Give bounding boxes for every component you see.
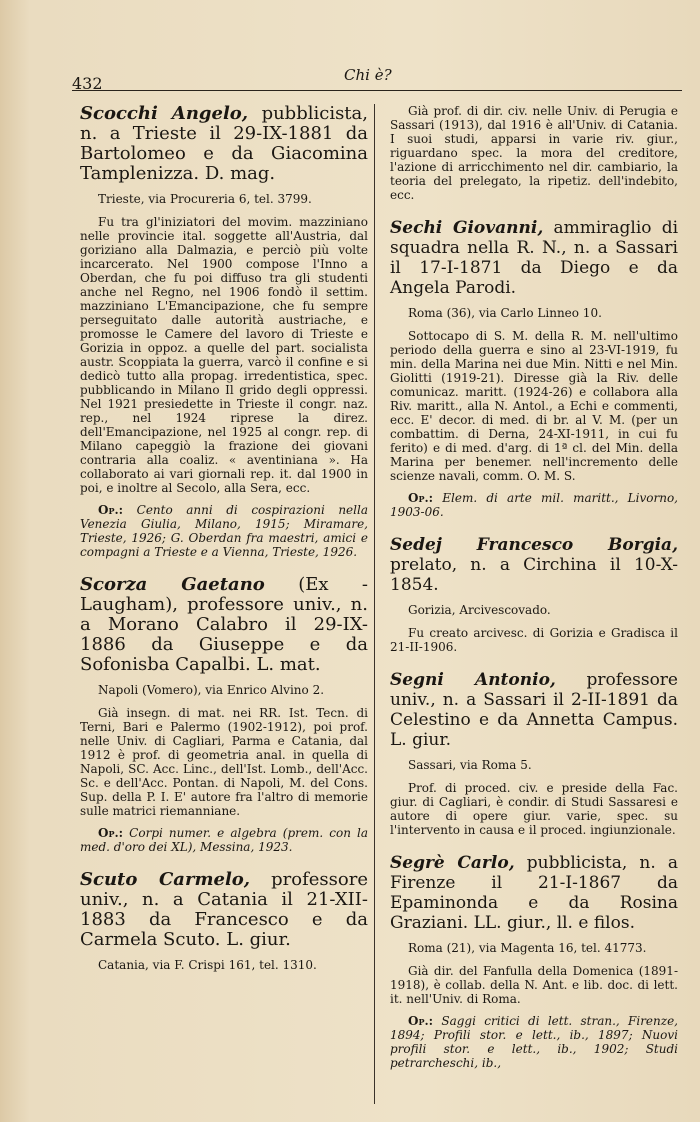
entry-works xyxy=(390,1014,678,1070)
entry-headline: prelato, n. a Circhina il 10-X-1854. xyxy=(390,555,678,595)
running-title: Chi è? xyxy=(344,66,392,84)
entry-address: Roma (36), via Carlo Linneo 10. xyxy=(408,306,602,320)
entry-heading xyxy=(80,575,368,675)
entry-works xyxy=(80,826,368,854)
entry-headline: pubblicista, n. a Trieste il 29-IX-1881 da Bartolomeo e da Giacomina Tamplenizza. D. mag. xyxy=(80,103,368,184)
entry-heading xyxy=(390,853,678,933)
column-divider xyxy=(374,104,375,1104)
entry-heading xyxy=(390,535,678,595)
entry-name: Scorza Gaetano xyxy=(80,574,265,595)
entry-body: Già dir. del Fanfulla della Domenica (1891-1918), è collab. della N. Ant. e lib. doc. di lett. it. nell'Univ. di Roma. xyxy=(390,964,678,1006)
entry-headline: pubblicista, n. a Firenze il 21-I-1867 da Epaminonda e da Rosina Graziani. LL. giur., ll. e filos. xyxy=(390,853,678,933)
entry-address: Napoli (Vomero), via Enrico Alvino 2. xyxy=(98,683,325,697)
entry-headline: professore univ., n. a Sassari il 2-II-1891 da Celestino e da Annetta Campus. L. giur. xyxy=(390,670,678,750)
entry-headline: (Ex - Laugham), professore univ., n. a Morano Calabro il 29-IX-1886 da Giuseppe e da Sofonisba Capalbi. L. mat. xyxy=(80,574,368,675)
entry-works xyxy=(390,491,678,519)
entry-address: Roma (21), via Magenta 16, tel. 41773. xyxy=(408,941,647,955)
biography-entry xyxy=(390,670,678,837)
page-header xyxy=(72,64,682,91)
entry-works xyxy=(80,503,368,559)
entry-name: Sechi Giovanni, xyxy=(390,218,544,238)
biography-entry xyxy=(390,218,678,519)
biography-entry xyxy=(80,870,368,973)
right-column xyxy=(390,104,678,1086)
entry-body: Già insegn. di mat. nei RR. Ist. Tecn. di Terni, Bari e Palermo (1902-1912), poi prof. nelle Univ. di Cagliari, Parma e Catania, dal 1912 è prof. di geometria anal. in quella di Napoli, SC. Acc. Linc., dell'Ist. Lomb., dell'Acc. Sc. e dell'Acc. Pontan. di Napoli, M. del Cons. Sup. della P. I. E' autore fra l'altro di memorie sulle matrici riemanniane. xyxy=(80,706,368,818)
left-column xyxy=(80,104,368,989)
entry-address: Trieste, via Procureria 6, tel. 3799. xyxy=(98,192,312,206)
entry-headline: ammiraglio di squadra nella R. N., n. a Sassari il 17-I-1871 da Diego e da Angela Parodi. xyxy=(390,218,679,298)
entry-name: Segrè Carlo, xyxy=(390,853,515,873)
entry-body: Prof. di proced. civ. e preside della Fac. giur. di Cagliari, è condir. di Studi Sassaresi e autore di opere giur. varie, spec. su l'intervento in causa e il proced. ingiunzionale. xyxy=(390,781,678,837)
biography-entry xyxy=(390,104,678,202)
entry-address: Catania, via F. Crispi 161, tel. 1310. xyxy=(98,958,317,972)
biography-entry xyxy=(390,853,678,1070)
entry-name: Segni Antonio, xyxy=(390,670,556,690)
biography-entry xyxy=(80,104,368,559)
page-number: 432 xyxy=(72,74,103,93)
entry-heading xyxy=(80,104,368,184)
works-list: Cento anni di cospirazioni nella Venezia Giulia, Milano, 1915; Miramare, Trieste, 1926; G. Oberdan fra maestri, amici e compagni a Trieste e a Vienna, Trieste, 1926. xyxy=(80,503,368,559)
works-list: Saggi critici di lett. stran., Firenze, 1894; Profili stor. e lett., ib., 1897; Nuovi profili stor. e lett., ib., 1902; Studi petrarcheschi, ib., xyxy=(390,1014,678,1070)
entry-body: Sottocapo di S. M. della R. M. nell'ultimo periodo della guerra e sino al 23-VI-1919, fu min. della Marina nei due Min. Nitti e nel Min. Giolitti (1919-21). Diresse già la Riv. delle comunicaz. maritt. (1924-26) e collabora alla Riv. maritt., alla N. Antol., a Echi e commenti, ecc. E' decor. di med. di br. al V. M. (per un combattim. di Derna, 24-XI-1911, in cui fu ferito) e di med. d'arg. di 1ª cl. del Min. della Marina per benemer. nell'incremento delle scienze navali, comm. O. M. S. xyxy=(390,329,678,483)
biography-entry xyxy=(80,575,368,854)
works-list: Elem. di arte mil. maritt., Livorno, 1903-06. xyxy=(390,491,678,519)
biography-entry xyxy=(390,535,678,654)
entry-heading xyxy=(390,218,678,298)
entry-heading xyxy=(80,870,368,950)
entry-body: Fu tra gl'iniziatori del movim. mazziniano nelle provincie ital. soggette all'Austria, dal goriziano alla Dalmazia, e perciò più volte incarcerato. Nel 1900 compose l'Inno a Oberdan, che fu poi diffuso tra gli studenti anche nel Regno, nel 1906 fondò il settim. mazziniano L'Emancipazione, che fu sempre perseguitato dalle autorità austriache, e promosse le Camere del lavoro di Trieste e Gorizia in oppoz. a quelle del part. socialista austr. Scoppiata la guerra, varcò il confine e si dedicò tutto alla propag. irredentistica, spec. pubblicando in Milano Il grido degli oppressi. Nel 1921 presiedette in Trieste il congr. naz. rep., nel 1924 riprese la direz. dell'Emancipazione, nel 1925 al congr. rep. di Milano capeggiò la frazione dei giovani contraria alla coaliz. « aventiniana ». Ha collaborato ai vari giornali rep. it. dal 1900 in poi, e inoltre al Secolo, alla Sera, ecc. xyxy=(80,215,368,495)
entry-address: Gorizia, Arcivescovado. xyxy=(408,603,551,617)
entry-headline: professore univ., n. a Catania il 21-XII-1883 da Francesco e da Carmela Scuto. L. giur. xyxy=(80,869,368,950)
entry-name: Scuto Carmelo, xyxy=(80,869,251,890)
works-label: Op.: xyxy=(408,491,434,505)
works-label: Op.: xyxy=(98,503,124,517)
entry-address: Sassari, via Roma 5. xyxy=(408,758,532,772)
entry-name: Sedej Francesco Borgia, xyxy=(390,535,678,555)
works-list: Corpi numer. e algebra (prem. con la med. d'oro dei XL), Messina, 1923. xyxy=(80,826,368,854)
entry-body: Già prof. di dir. civ. nelle Univ. di Perugia e Sassari (1913), dal 1916 è all'Univ. di Catania. I suoi studi, apparsi in varie riv. giur., riguardano spec. la mora del creditore, l'azione di arricchimento nel dir. cambiario, la teoria del prelegato, la ripetiz. dell'indebito, ecc. xyxy=(390,104,678,202)
works-label: Op.: xyxy=(408,1014,434,1028)
entry-heading xyxy=(390,670,678,750)
works-label: Op.: xyxy=(98,826,124,840)
entry-body: Fu creato arcivesc. di Gorizia e Gradisca il 21-II-1906. xyxy=(390,626,678,654)
entry-name: Scocchi Angelo, xyxy=(80,103,249,124)
